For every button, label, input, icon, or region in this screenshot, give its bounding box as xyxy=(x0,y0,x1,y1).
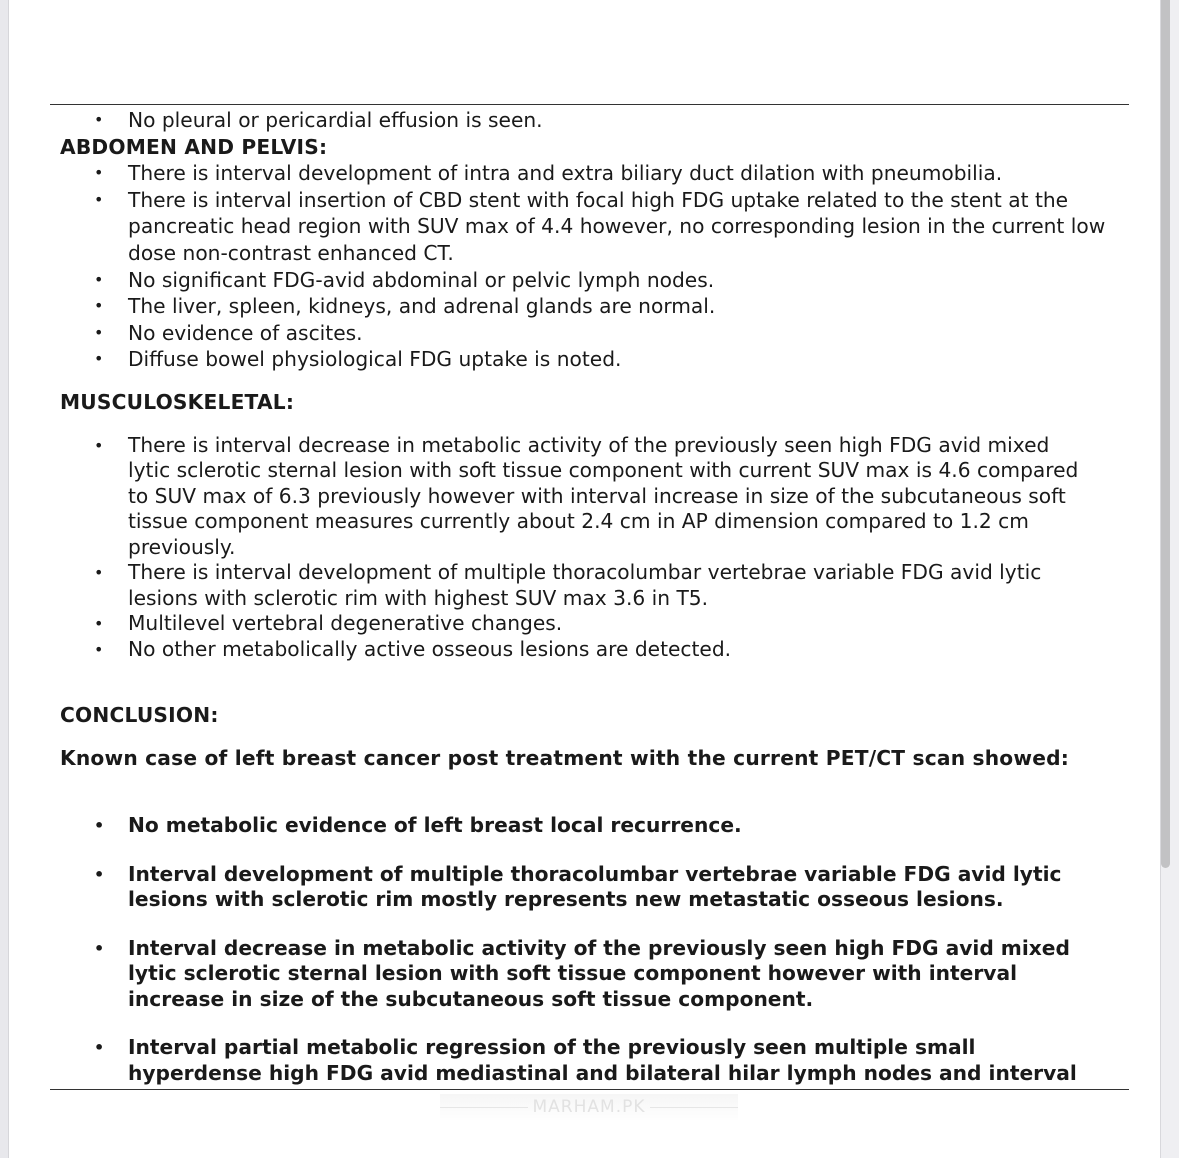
list-item: • No pleural or pericardial effusion is seen. xyxy=(60,107,1120,134)
abdomen-findings-list xyxy=(60,160,1120,373)
section-heading-conclusion: CONCLUSION: xyxy=(60,703,219,728)
section-heading-abdomen: ABDOMEN AND PELVIS: xyxy=(60,134,328,159)
conclusion-list xyxy=(60,813,1120,1086)
thorax-findings-list xyxy=(60,107,1120,134)
list-item: • The liver, spleen, kidneys, and adrenal glands are normal. xyxy=(60,293,1120,320)
section-heading-musculoskeletal: MUSCULOSKELETAL: xyxy=(60,389,295,414)
list-item: • There is interval insertion of CBD stent with focal high FDG uptake related to the stent at the pancreatic head region with SUV max of 4.4 however, no corresponding lesion in the current low dose non-contrast enhanced CT. xyxy=(60,187,1120,267)
page-top-rule xyxy=(50,104,1129,105)
list-item: • Interval decrease in metabolic activity of the previously seen high FDG avid mixed lytic sclerotic sternal lesion with soft tissue component however with interval increase in size of the subcutaneous soft tissue component. xyxy=(60,936,1120,1013)
conclusion-intro: Known case of left breast cancer post treatment with the current PET/CT scan showed: xyxy=(60,745,1070,770)
list-item: • No other metabolically active osseous lesions are detected. xyxy=(60,637,1120,663)
report-body xyxy=(60,107,1120,1109)
list-item: • No metabolic evidence of left breast local recurrence. xyxy=(60,813,1120,839)
left-window-edge xyxy=(0,0,9,1158)
musculoskeletal-findings-list xyxy=(60,433,1120,663)
list-item: • There is interval development of intra and extra biliary duct dilation with pneumobilia. xyxy=(60,160,1120,187)
list-item: • Interval partial metabolic regression of the previously seen multiple small hyperdense high FDG avid mediastinal and bilateral hilar lymph nodes and interval xyxy=(60,1035,1120,1086)
list-item: • Interval development of multiple thoracolumbar vertebrae variable FDG avid lytic lesions with sclerotic rim mostly represents new metastatic osseous lesions. xyxy=(60,862,1120,913)
list-item: • No evidence of ascites. xyxy=(60,320,1120,347)
list-item: • There is interval decrease in metabolic activity of the previously seen high FDG avid mixed lytic sclerotic sternal lesion with soft tissue component with current SUV max is 4.6 compared to SUV max of 6.3 previously however with interval increase in size of the subcutaneous soft tissue component measures currently about 2.4 cm in AP dimension compared to 1.2 cm previously. xyxy=(60,433,1120,561)
list-item: • Multilevel vertebral degenerative changes. xyxy=(60,611,1120,637)
list-item: • Diffuse bowel physiological FDG uptake is noted. xyxy=(60,346,1120,373)
scrollbar-thumb[interactable] xyxy=(1161,0,1170,868)
list-item: • There is interval development of multiple thoracolumbar vertebrae variable FDG avid lytic lesions with sclerotic rim with highest SUV max 3.6 in T5. xyxy=(60,560,1120,611)
list-item: • No significant FDG-avid abdominal or pelvic lymph nodes. xyxy=(60,267,1120,294)
watermark: MARHAM.PK xyxy=(440,1094,738,1120)
